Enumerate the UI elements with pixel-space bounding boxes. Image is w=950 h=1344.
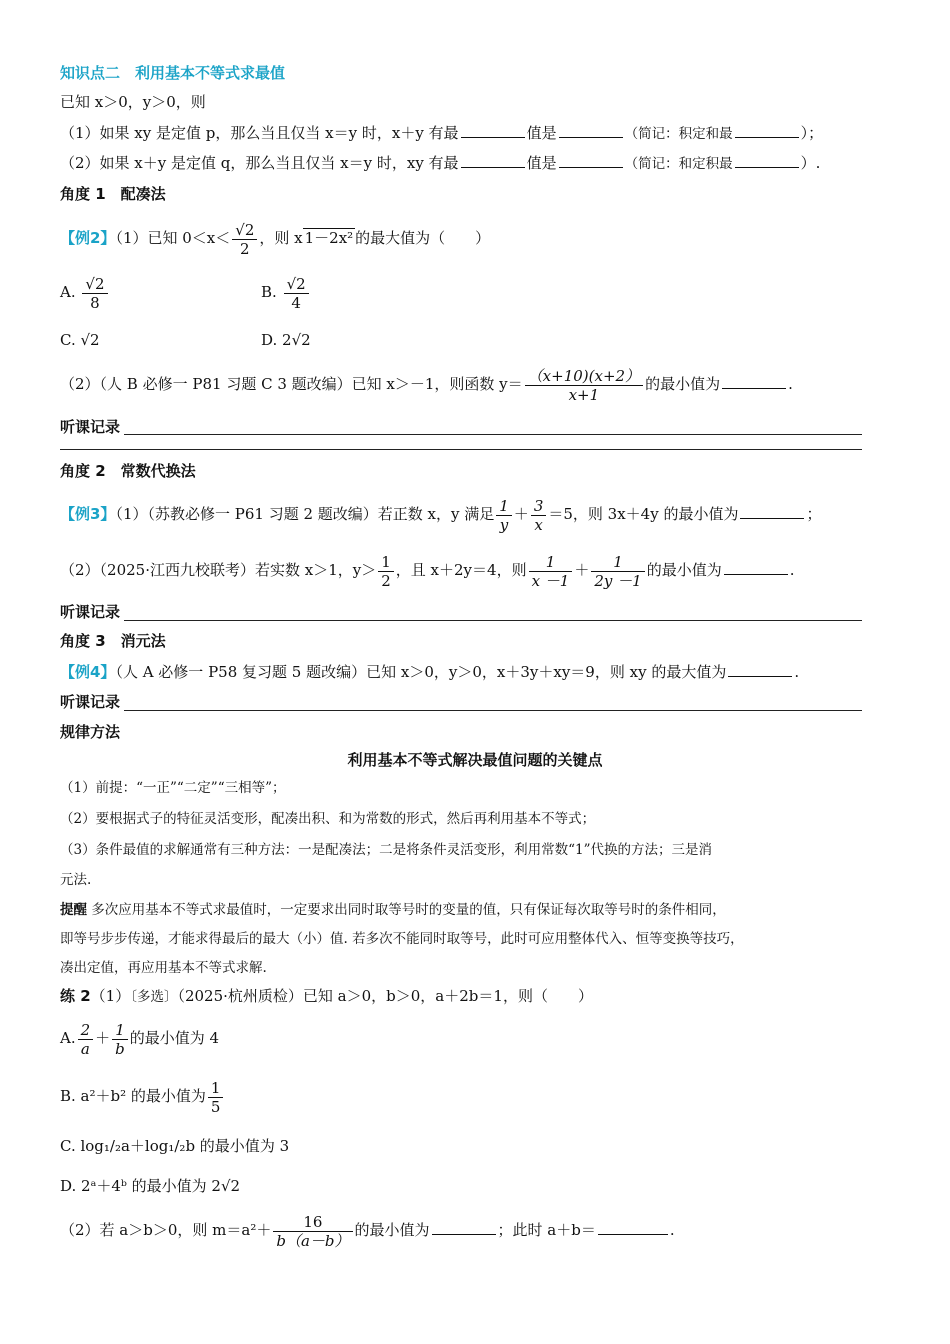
item2-text-b: 值是 (526, 154, 557, 172)
notes-line[interactable] (124, 620, 862, 621)
fraction: $\frac{1}{x -1}$ (529, 553, 573, 590)
item1-text-b: 值是 (526, 124, 557, 142)
fraction: $\frac{(x+10)(x+2)}{x+1}$ (525, 367, 643, 404)
intro-item-1 (60, 123, 823, 144)
fraction: $\frac{1}{2y -1}$ (591, 553, 644, 590)
fraction: $\frac{√2}{8}$ (82, 275, 107, 312)
practice-2-q1: 练 2（1）〔多选〕（2025·杭州质检）已知 a＞0，b＞0，a＋2b＝1，则（ ） (60, 987, 593, 1005)
ex2-q1-text-b: ，则 x (259, 229, 303, 247)
item1-text-a: （1）如果 xy 是定值 p，那么当且仅当 x＝y 时，x＋y 有最 (60, 124, 459, 142)
option-d[interactable]: D. 2√2 (261, 331, 311, 349)
practice-option-c[interactable]: C. log₁/₂a＋log₁/₂b 的最小值为 3 (60, 1137, 290, 1155)
item2-text-c: （简记：和定积最 (624, 156, 733, 172)
example-tag: 【例2】 (60, 229, 116, 247)
example-3-q1: 【例3】（1）（苏教必修一 P61 习题 2 题改编）若正数 x，y 满足 $\frac{1}{y}$ ＋ $\frac{3}{x}$ ＝5，则 3x＋4y 的最小值为 ； (60, 496, 822, 534)
answer-blank[interactable] (724, 560, 788, 575)
ex3-q2-text-b: ，且 x＋2y＝4，则 (395, 561, 527, 579)
option-c[interactable]: C. √2 (60, 331, 100, 349)
item2-text-d: ）. (800, 154, 821, 172)
example-tag: 【例3】 (60, 505, 116, 523)
item1-text-d: ）； (800, 124, 824, 142)
answer-blank[interactable] (598, 1220, 668, 1235)
example-2-q2: （2）（人 B 必修一 P81 习题 C 3 题改编）已知 x＞－1，则函数 y＝ $\frac{(x+10)(x+2)}{x+1}$ 的最小值为 . (60, 366, 793, 404)
answer-blank[interactable] (559, 123, 623, 138)
ex4-text: （人 A 必修一 P58 复习题 5 题改编）已知 x＞0，y＞0，x＋3y＋xy＝9，则 xy 的最大值为 (115, 663, 727, 681)
ex3-q1-text-a: （1）（苏教必修一 P61 习题 2 题改编）若正数 x，y 满足 (115, 505, 495, 523)
method-item: （3）条件最值的求解通常有三种方法：一是配凑法；二是将条件灵活变形，利用常数“1”代换的方法；三是消 (60, 842, 712, 858)
angle-2-heading: 角度 2 常数代换法 (60, 462, 196, 480)
ex2-q1-text-a: （1）已知 0＜x＜ (115, 229, 231, 247)
example-2-q1 (60, 216, 490, 260)
item2-text-a: （2）如果 x＋y 是定值 q，那么当且仅当 x＝y 时，xy 有最 (60, 154, 459, 172)
radical: 1－2x² (304, 229, 354, 247)
ex2-q2-text-b: 的最小值为 (645, 375, 721, 393)
fraction: $\frac{√2}{4}$ (284, 275, 309, 312)
answer-blank[interactable] (432, 1220, 496, 1235)
answer-blank[interactable] (740, 504, 804, 519)
fraction: $\frac{3}{x}$ (531, 497, 547, 534)
reminder-line-1: 提醒 多次应用基本不等式求最值时，一定要求出同时取等号时的变量的值，只有保证每次取等号时的条件相同， (60, 902, 726, 918)
method-item: （1）前提：“一正”“二定”“三相等”； (60, 780, 286, 796)
answer-blank[interactable] (559, 153, 623, 168)
answer-blank[interactable] (735, 123, 799, 138)
multi-select-tag: 〔多选〕 (130, 989, 178, 1005)
fraction: $\frac{1}{y}$ (496, 497, 512, 534)
notes-label: 听课记录 (60, 418, 121, 436)
method-item: （2）要根据式子的特征灵活变形，配凑出积、和为常数的形式，然后再利用基本不等式； (60, 811, 596, 827)
reminder-label: 提醒 (60, 902, 87, 918)
notes-line[interactable] (124, 434, 862, 435)
notes-label: 听课记录 (60, 693, 121, 711)
answer-blank[interactable] (461, 123, 525, 138)
reminder-line-2: 即等号步步传递，才能求得最后的最大（小）值. 若多次不能同时取等号，此时可应用整体代入、恒等变换等技巧， (60, 931, 744, 947)
example-3-q2: （2）（2025·江西九校联考）若实数 x＞1，y＞ $\frac{1}{2}$ ，且 x＋2y＝4，则 $\frac{1}{x -1}$ ＋ $\frac{1}{2y -1}$ 的最小值为 . (60, 552, 795, 590)
intro-given: 已知 x＞0，y＞0，则 (60, 93, 206, 111)
angle-3-heading: 角度 3 消元法 (60, 632, 166, 650)
answer-blank[interactable] (461, 153, 525, 168)
reminder-line-3: 凑出定值，再应用基本不等式求解. (60, 960, 267, 976)
item1-text-c: （简记：积定和最 (624, 126, 733, 142)
method-heading: 利用基本不等式解决最值问题的关键点 (347, 751, 603, 769)
practice-2-q2: （2）若 a＞b＞0，则 m＝a²＋ $\frac{16}{b(a-b)}$ 的最小值为 ；此时 a＋b＝ . (60, 1212, 675, 1250)
practice-option-d[interactable]: D. 2ᵃ＋4ᵇ 的最小值为 2√2 (60, 1177, 241, 1195)
method-title: 规律方法 (60, 723, 121, 741)
option-a[interactable]: A. $\frac{√2}{8}$ (60, 270, 110, 314)
notes-label: 听课记录 (60, 603, 121, 621)
angle-1-heading: 角度 1 配凑法 (60, 185, 166, 203)
practice-option-a[interactable]: A. $\frac{2}{a}$ ＋ $\frac{1}{b}$ 的最小值为 4 (60, 1020, 220, 1058)
fraction: $\frac{1}{5}$ (208, 1079, 224, 1116)
answer-blank[interactable] (722, 374, 786, 389)
practice-option-b[interactable]: B. a²＋b² 的最小值为 $\frac{1}{5}$ (60, 1074, 225, 1118)
ex2-q1-text-c: 的最大值为（ ） (355, 229, 491, 247)
practice-label: 练 2 (60, 987, 91, 1005)
ex3-q2-text-a: （2）（2025·江西九校联考）若实数 x＞1，y＞ (60, 561, 377, 579)
ex3-q1-text-b: ＝5，则 3x＋4y 的最小值为 (548, 505, 739, 523)
method-item: 元法. (60, 872, 92, 888)
ex2-q2-text-a: （2）（人 B 必修一 P81 习题 C 3 题改编）已知 x＞－1，则函数 y＝ (60, 375, 523, 393)
notes-line[interactable] (60, 449, 862, 450)
example-tag: 【例4】 (60, 663, 116, 681)
notes-line[interactable] (124, 710, 862, 711)
fraction: $\frac{16}{b(a-b)}$ (273, 1213, 352, 1250)
ex3-q2-text-c: 的最小值为 (646, 561, 722, 579)
fraction: $\frac{2}{a}$ (78, 1021, 94, 1058)
fraction: $\frac{1}{b}$ (112, 1021, 128, 1058)
intro-item-2 (60, 153, 820, 174)
option-b[interactable]: B. $\frac{√2}{4}$ (261, 270, 311, 314)
fraction: $\frac{1}{2}$ (378, 553, 394, 590)
fraction: $\frac{√2}{2}$ (232, 221, 257, 258)
section-title: 知识点二 利用基本不等式求最值 (60, 64, 286, 82)
example-4: 【例4】（人 A 必修一 P58 复习题 5 题改编）已知 x＞0，y＞0，x＋3y＋xy＝9，则 xy 的最大值为 . (60, 663, 800, 681)
answer-blank[interactable] (735, 153, 799, 168)
answer-blank[interactable] (728, 662, 792, 677)
